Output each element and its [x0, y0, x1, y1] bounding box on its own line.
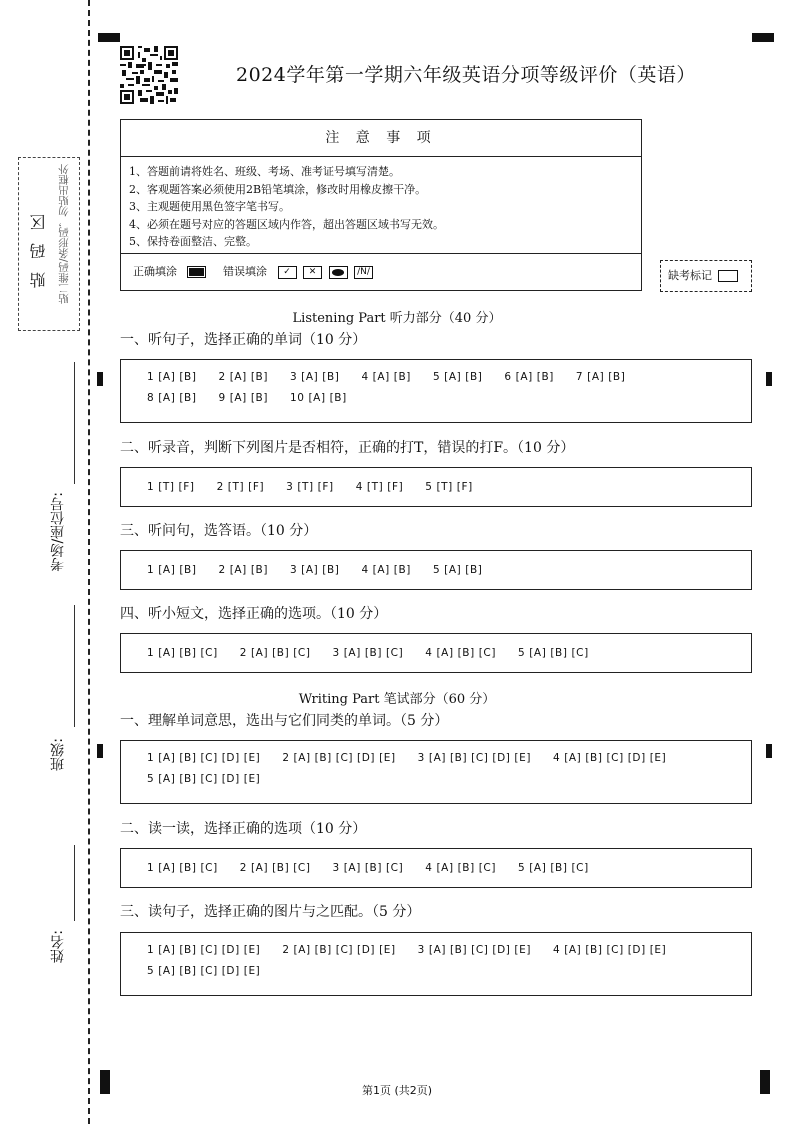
answer-choice[interactable]: 5 [A] [B] [432, 564, 483, 576]
answer-choice[interactable]: 5 [A] [B] [432, 371, 483, 383]
answer-box-listening-3 [120, 550, 752, 590]
answer-row [147, 773, 725, 785]
answer-choice[interactable]: 5 [A] [B] [C] [518, 862, 589, 874]
sticker-hint: 贴二维码/条形码，勿贴出框外 [58, 164, 70, 305]
answer-row [147, 862, 725, 874]
answer-choice[interactable]: 2 [A] [B] [C] [239, 647, 311, 659]
answer-row [147, 564, 725, 576]
answer-choice[interactable]: 2 [A] [B] [218, 371, 269, 383]
listening-part-title: Listening Part 听力部分（40 分） [292, 311, 502, 326]
answer-choice[interactable]: 4 [A] [B] [361, 564, 411, 576]
answer-choice[interactable]: 9 [A] [B] [218, 392, 269, 404]
notice-item: 4、必须在题号对应的答题区域内作答，超出答题区域书写无效。 [129, 217, 444, 231]
section-title: 二、读一读，选择正确的选项（10 分） [120, 821, 367, 837]
notice-item: 1、答题前请将姓名、班级、考场、准考证号填写清楚。 [129, 165, 400, 178]
section-title: 一、听句子，选择正确的单词（10 分） [120, 332, 367, 348]
notice-box [120, 119, 642, 291]
section-title: 一、理解单词意思，选出与它们同类的单词。（5 分） [120, 713, 449, 729]
section-title: 二、听录音，判断下列图片是否相符，正确的打T，错误的打F。（10 分） [120, 440, 575, 456]
barcode-sticker-area [18, 157, 80, 331]
answer-choice[interactable]: 4 [A] [B] [C] [D] [E] [552, 752, 667, 764]
answer-box-listening-1 [120, 359, 752, 423]
row-marker-left-1 [97, 372, 103, 386]
answer-box-writing-2 [120, 848, 752, 888]
name-write-line[interactable] [74, 845, 75, 921]
corner-marker-top-right [752, 33, 774, 42]
answer-choice[interactable]: 2 [A] [B] [C] [D] [E] [282, 752, 396, 764]
answer-choice[interactable]: 8 [A] [B] [147, 392, 197, 404]
answer-row [147, 944, 725, 956]
answer-choice[interactable]: 1 [A] [B] [C] [D] [E] [147, 944, 261, 956]
answer-choice[interactable]: 2 [A] [B] [218, 564, 269, 576]
class-write-line[interactable] [74, 605, 75, 727]
answer-choice[interactable]: 2 [A] [B] [C] [239, 862, 311, 874]
section-title: 三、读句子，选择正确的图片与之匹配。（5 分） [120, 904, 421, 920]
answer-choice[interactable]: 1 [A] [B] [C] [147, 862, 218, 874]
absent-label: 缺考标记 [668, 269, 712, 282]
name-label: 姓名: [50, 930, 66, 963]
absent-marker [660, 260, 752, 292]
seat-label: 考场/座位号: [50, 492, 66, 572]
correct-fill-example-icon [187, 266, 206, 278]
row-marker-right-1 [766, 372, 772, 386]
answer-choice[interactable]: 10 [A] [B] [289, 392, 347, 404]
answer-choice[interactable]: 3 [A] [B] [C] [D] [E] [417, 752, 532, 764]
answer-choice[interactable]: 5 [T] [F] [425, 481, 473, 493]
wrong-fill-label: 错误填涂 [223, 265, 267, 278]
answer-choice[interactable]: 1 [A] [B] [147, 564, 197, 576]
qr-code-icon [120, 46, 178, 104]
answer-choice[interactable]: 4 [A] [B] [C] [D] [E] [552, 944, 667, 956]
answer-row [147, 392, 725, 404]
answer-choice[interactable]: 3 [T] [F] [286, 481, 334, 493]
notice-item: 5、保持卷面整洁、完整。 [129, 235, 257, 248]
answer-choice[interactable]: 3 [A] [B] [289, 371, 340, 383]
wrong-fill-slash-icon: /N/ [354, 266, 373, 279]
answer-choice[interactable]: 3 [A] [B] [C] [D] [E] [417, 944, 532, 956]
answer-row [147, 965, 725, 977]
answer-choice[interactable]: 1 [A] [B] [147, 371, 197, 383]
notice-heading: 注 意 事 项 [121, 120, 641, 157]
page-number: 第1页 (共2页) [361, 1084, 433, 1097]
answer-box-writing-3 [120, 932, 752, 996]
answer-choice[interactable]: 5 [A] [B] [C] [D] [E] [147, 773, 261, 785]
answer-choice[interactable]: 4 [A] [B] [361, 371, 411, 383]
row-marker-right-2 [766, 744, 772, 758]
answer-choice[interactable]: 6 [A] [B] [504, 371, 554, 383]
wrong-fill-dot-icon [329, 266, 348, 279]
answer-choice[interactable]: 1 [A] [B] [C] [D] [E] [147, 752, 261, 764]
answer-row [147, 371, 725, 383]
answer-choice[interactable]: 1 [T] [F] [147, 481, 195, 493]
answer-choice[interactable]: 4 [T] [F] [355, 481, 404, 493]
section-title: 三、听问句，选答语。（10 分） [120, 523, 318, 539]
writing-part-title: Writing Part 笔试部分（60 分） [298, 692, 496, 707]
sticker-title: 贴 码 区 [29, 210, 48, 289]
answer-choice[interactable]: 5 [A] [B] [C] [518, 647, 589, 659]
absent-checkbox[interactable] [718, 270, 738, 282]
seat-write-line[interactable] [74, 362, 75, 484]
answer-choice[interactable]: 3 [A] [B] [C] [332, 647, 404, 659]
answer-choice[interactable]: 4 [A] [B] [C] [425, 862, 497, 874]
wrong-fill-cross-icon: ✕ [303, 266, 322, 279]
answer-choice[interactable]: 3 [A] [B] [C] [332, 862, 404, 874]
corner-marker-top-left [98, 33, 120, 42]
notice-item: 3、主观题使用黑色签字笔书写。 [129, 200, 290, 213]
section-title: 四、听小短文，选择正确的选项。（10 分） [120, 606, 388, 622]
notice-list [121, 157, 641, 253]
answer-choice[interactable]: 7 [A] [B] [575, 371, 626, 383]
answer-choice[interactable]: 5 [A] [B] [C] [D] [E] [147, 965, 261, 977]
fill-example-row [121, 253, 641, 291]
answer-row [147, 481, 725, 493]
binding-cut-line [88, 0, 90, 1124]
answer-choice[interactable]: 3 [A] [B] [289, 564, 340, 576]
answer-choice[interactable]: 2 [T] [F] [216, 481, 265, 493]
page-title: 2024学年第一学期六年级英语分项等级评价（英语） [236, 64, 696, 86]
answer-box-writing-1 [120, 740, 752, 804]
notice-item: 2、客观题答案必须使用2B铅笔填涂，修改时用橡皮擦干净。 [129, 182, 427, 196]
class-label: 班级: [50, 738, 66, 771]
answer-choice[interactable]: 4 [A] [B] [C] [425, 647, 497, 659]
row-marker-left-2 [97, 744, 103, 758]
answer-row [147, 752, 725, 764]
answer-box-listening-4 [120, 633, 752, 673]
answer-choice[interactable]: 1 [A] [B] [C] [147, 647, 218, 659]
answer-box-listening-2 [120, 467, 752, 507]
answer-choice[interactable]: 2 [A] [B] [C] [D] [E] [282, 944, 396, 956]
answer-row [147, 647, 725, 659]
wrong-fill-check-icon: ✓ [278, 266, 297, 279]
correct-fill-label: 正确填涂 [133, 265, 177, 278]
